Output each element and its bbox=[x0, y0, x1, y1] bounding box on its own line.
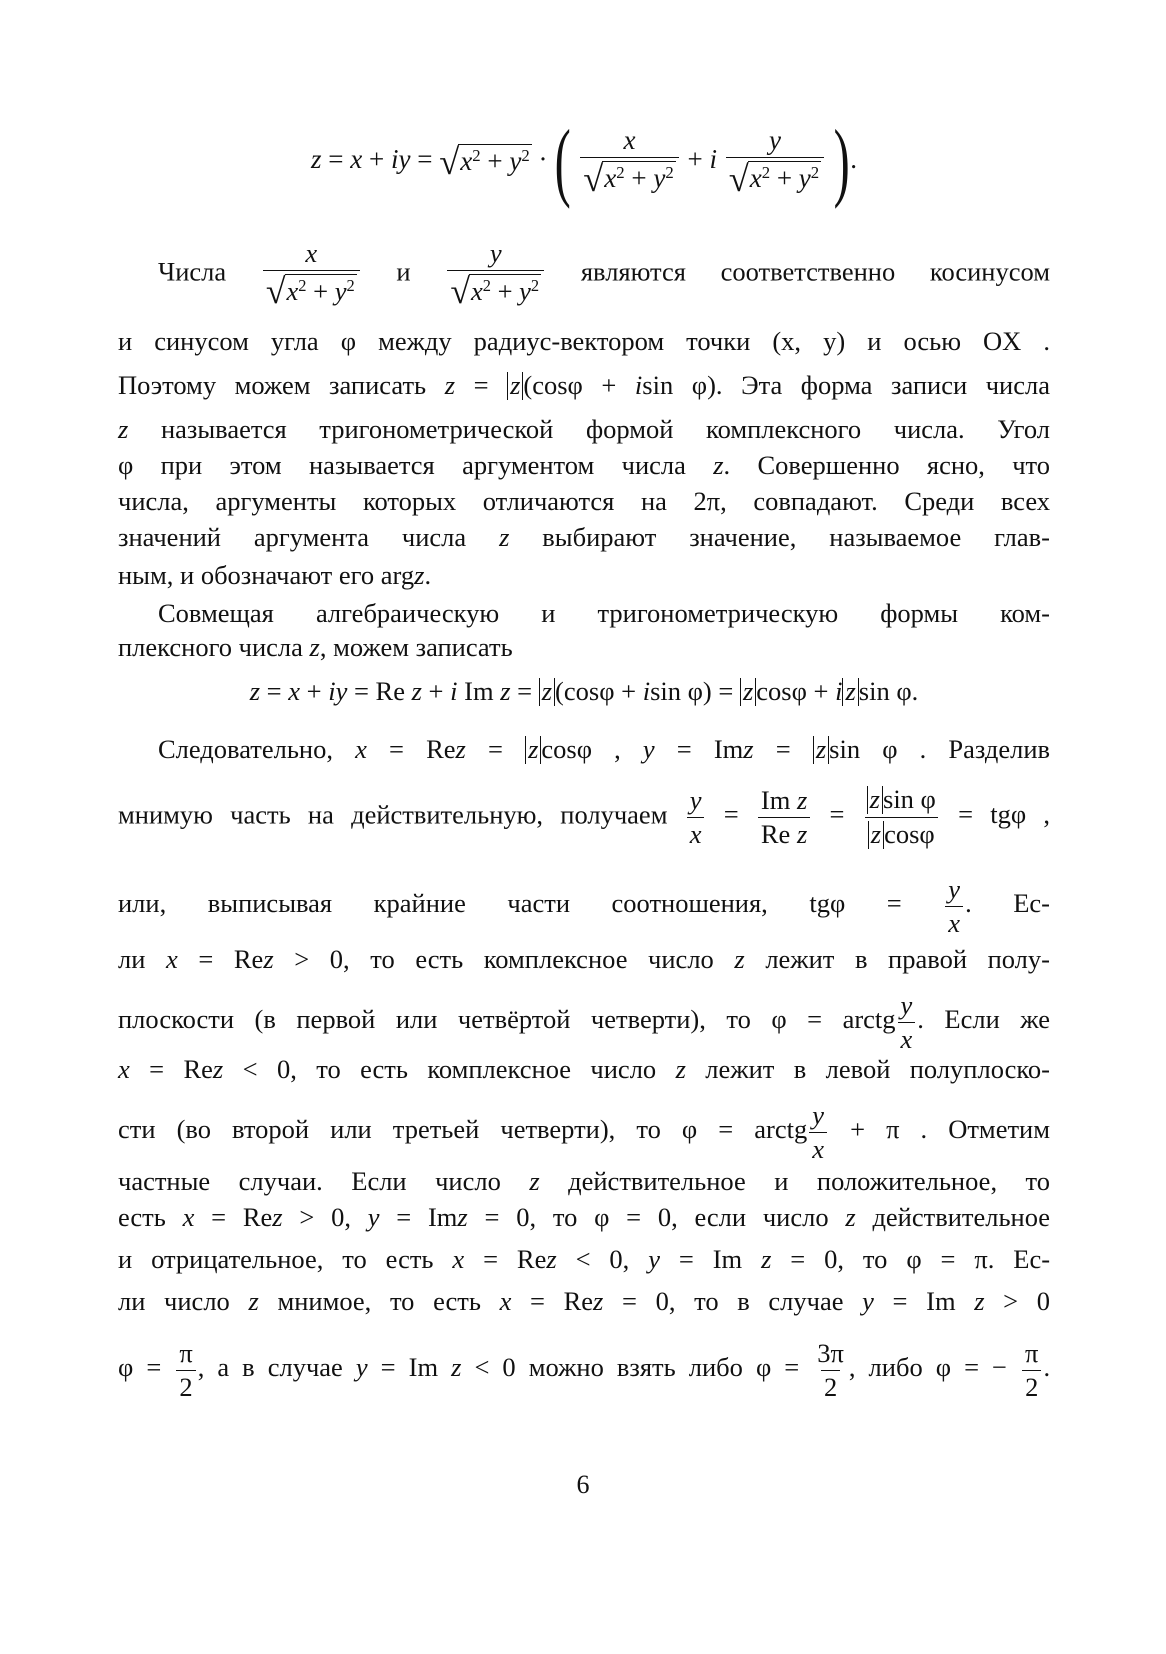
paragraph-line: и синусом угла φ между радиус-вектором точки (x, y) и осью OX . bbox=[118, 326, 1050, 356]
paragraph-line: или, выписывая крайние части соотношения, tgφ = $\frac{y}{x}$ . Ес- bbox=[118, 874, 1051, 938]
paragraph-line: Поэтому можем записать z = z (cosφ + isin φ). Эта форма записи числа bbox=[118, 370, 1050, 400]
paragraph-line: Следовательно, x = Rez = z cosφ , y = Imz = z sin φ . Разделив bbox=[158, 734, 1051, 764]
fraction-sin: y √ $x^2 + y^2$ bbox=[447, 240, 544, 309]
paragraph-line: ным, и обозначают его argz. bbox=[118, 560, 432, 590]
paragraph-line: и отрицательное, то есть x = Rez < 0, y = Im z = 0, то φ = π. Ес- bbox=[118, 1244, 1051, 1274]
paragraph-line: Совмещая алгебраическую и тригонометрическую формы ком- bbox=[158, 598, 1050, 628]
paragraph-line: ли число z мнимое, то есть x = Rez = 0, то в случае y = Im z > 0 bbox=[118, 1286, 1051, 1316]
paragraph-line: частные случаи. Если число z действительное и положительное, то bbox=[118, 1166, 1051, 1196]
paragraph-line: есть x = Rez > 0, y = Imz = 0, то φ = 0, если число z действительное bbox=[118, 1202, 1051, 1232]
page-number: 6 bbox=[576, 1470, 590, 1499]
formula-trig-derivation: z = x + iy = √ $x^2 + y^2$ · ( x √ $x^2 + y^2$ + i y √ $x^2 + y^2$ ). bbox=[311, 113, 857, 210]
paragraph-line: z называется тригонометрической формой комплексного числа. Угол bbox=[118, 414, 1050, 444]
paragraph-line: плексного числа z, можем записать bbox=[118, 632, 513, 662]
paragraph-line: сти (во второй или третьей четверти), то φ = arctg $\frac{y}{x}$ + π . Отметим bbox=[118, 1100, 1051, 1164]
paragraph-line: плоскости (в первой или четвёртой четверти), то φ = arctg $\frac{y}{x}$ . Если же bbox=[118, 990, 1050, 1054]
paragraph-line: мнимую часть на действительную, получаем $\frac{y}{x}$ = $\frac{\text{Im z}}{\text{Re z}}$ = $\frac{\text{z sin φ}}{\text{z cosφ}}$ = tgφ , bbox=[118, 784, 1051, 849]
paragraph-line: φ = $\frac{\pi}{2}$ , а в случае y = Im z < 0 можно взять либо φ = $\frac{3\pi}{2}$ , либо φ = − $\frac{\pi}{2}$ . bbox=[118, 1338, 1051, 1402]
paragraph-line: значений аргумента числа z выбирают значение, называемое глав- bbox=[118, 522, 1051, 552]
paragraph-line: φ при этом называется аргументом числа z. Совершенно ясно, что bbox=[118, 450, 1051, 480]
paragraph-line: числа, аргументы которых отличаются на 2π, совпадают. Среди всех bbox=[118, 486, 1051, 516]
paragraph-line: Числа x √ $x^2 + y^2$ и y √ $x^2 + y^2$ являются соответственно косинусом bbox=[158, 238, 1051, 311]
paragraph-line: ли x = Rez > 0, то есть комплексное число z лежит в правой полу- bbox=[118, 944, 1050, 974]
paragraph-line: x = Rez < 0, то есть комплексное число z лежит в левой полуплоско- bbox=[118, 1054, 1050, 1084]
fraction-cos: x √ $x^2 + y^2$ bbox=[263, 240, 360, 309]
formula-combined-forms: z = x + iy = Re z + i Im z = z (cosφ + isin φ) = z cosφ + i z sin φ. bbox=[249, 676, 919, 706]
